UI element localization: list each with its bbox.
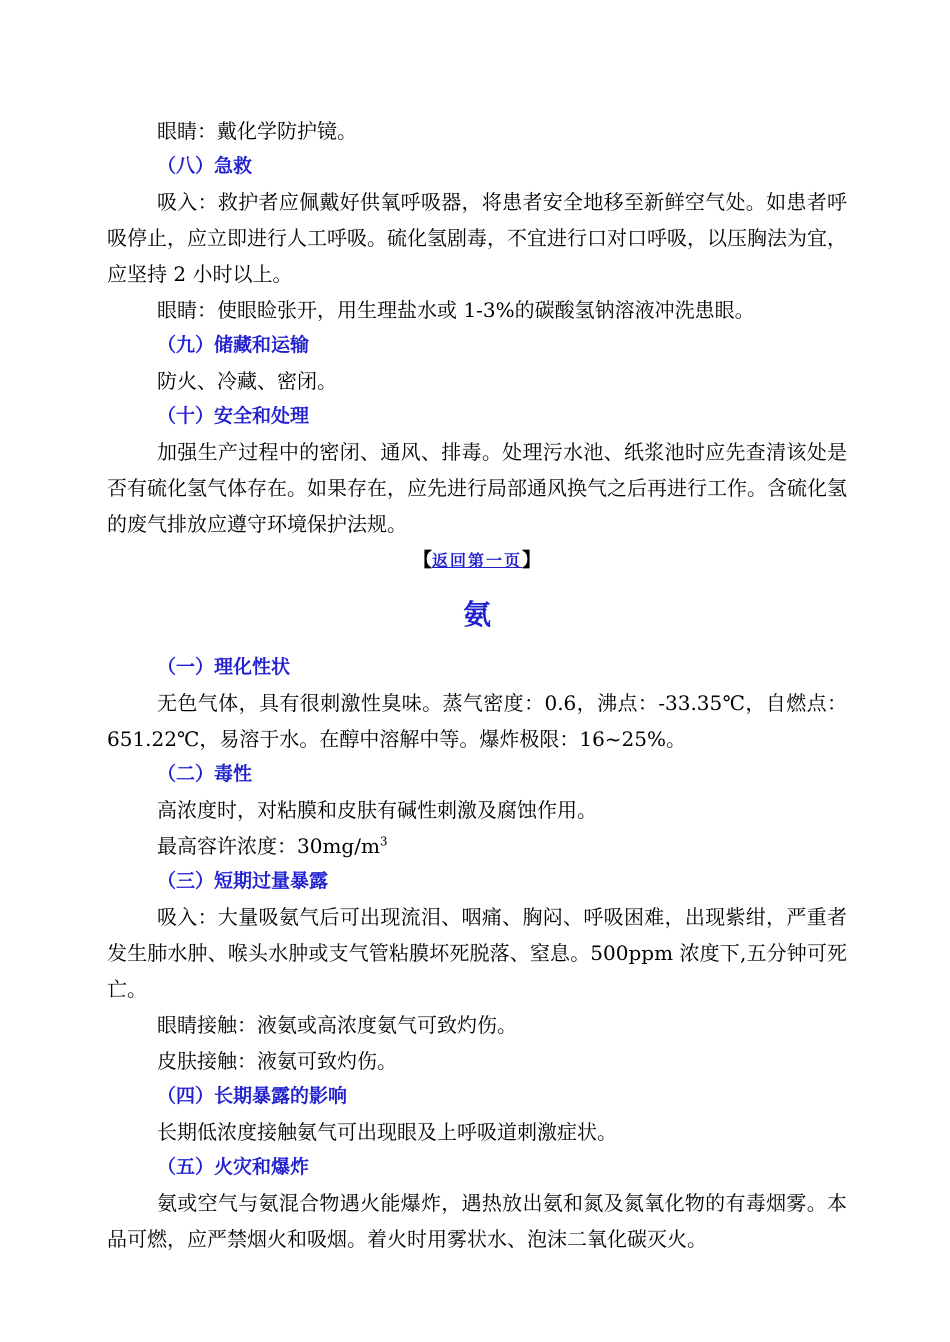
paragraph-long-term-effects: 长期低浓度接触氨气可出现眼及上呼吸道刺激症状。 <box>157 1120 617 1144</box>
paragraph-toxicity: 高浓度时，对粘膜和皮肤有碱性刺激及腐蚀作用。 <box>157 798 597 822</box>
document-body <box>107 113 847 1257</box>
paragraph-storage: 防火、冷藏、密闭。 <box>157 369 337 393</box>
back-link-open-bracket: 【 <box>412 549 432 571</box>
heading-physical-properties: （一）理化性状 <box>157 656 291 678</box>
heading-fire-explosion: （五）火灾和爆炸 <box>157 1156 310 1178</box>
paragraph-inhalation-effects: 吸入：大量吸氨气后可出现流泪、咽痛、胸闷、呼吸困难，出现紫绀，严重者发生肺水肿、喉头水肿或支气管粘膜坏死脱落、窒息。500ppm 浓度下,五分钟可死亡。 <box>107 905 847 1001</box>
superscript-exponent: 3 <box>379 834 388 849</box>
paragraph-physical-properties: 无色气体，具有很刺激性臭味。蒸气密度：0.6，沸点：-33.35℃，自燃点：651.22℃，易溶于水。在醇中溶解中等。爆炸极限：16~25%。 <box>107 691 847 751</box>
paragraph-first-aid-eyes: 眼睛：使眼睑张开，用生理盐水或 1-3%的碳酸氢钠溶液冲洗患眼。 <box>157 298 755 322</box>
max-concentration-text: 最高容许浓度：30mg/m <box>157 834 380 858</box>
heading-first-aid: （八）急救 <box>157 155 253 177</box>
paragraph-fire-explosion: 氨或空气与氨混合物遇火能爆炸，遇热放出氨和氮及氮氧化物的有毒烟雾。本品可燃，应严禁烟火和吸烟。着火时用雾状水、泡沫二氧化碳灭火。 <box>107 1191 847 1251</box>
paragraph-eye-contact: 眼睛接触：液氨或高浓度氨气可致灼伤。 <box>157 1013 517 1037</box>
paragraph-first-aid-inhalation: 吸入：救护者应佩戴好供氧呼吸器，将患者安全地移至新鲜空气处。如患者呼吸停止，应立即进行人工呼吸。硫化氢剧毒，不宜进行口对口呼吸，以压胸法为宜，应坚持 2 小时以上。 <box>107 190 847 286</box>
heading-storage-transport: （九）储藏和运输 <box>157 334 310 356</box>
back-link-close-bracket: 】 <box>522 549 542 571</box>
paragraph-eye-protection: 眼睛：戴化学防护镜。 <box>157 119 357 143</box>
section-title-ammonia: 氨 <box>462 598 491 631</box>
paragraph-max-concentration <box>107 828 847 864</box>
back-link-row <box>107 544 847 577</box>
back-to-first-page-link[interactable]: 返回第一页 <box>431 551 522 570</box>
paragraph-skin-contact: 皮肤接触：液氨可致灼伤。 <box>157 1049 397 1073</box>
heading-short-term-exposure: （三）短期过量暴露 <box>157 870 329 892</box>
heading-long-term-exposure: （四）长期暴露的影响 <box>157 1085 348 1107</box>
heading-toxicity: （二）毒性 <box>157 763 253 785</box>
heading-safety-handling: （十）安全和处理 <box>157 405 310 427</box>
paragraph-safety-handling: 加强生产过程中的密闭、通风、排毒。处理污水池、纸浆池时应先查清该处是否有硫化氢气体存在。如果存在，应先进行局部通风换气之后再进行工作。含硫化氢的废气排放应遵守环境保护法规。 <box>107 440 847 536</box>
